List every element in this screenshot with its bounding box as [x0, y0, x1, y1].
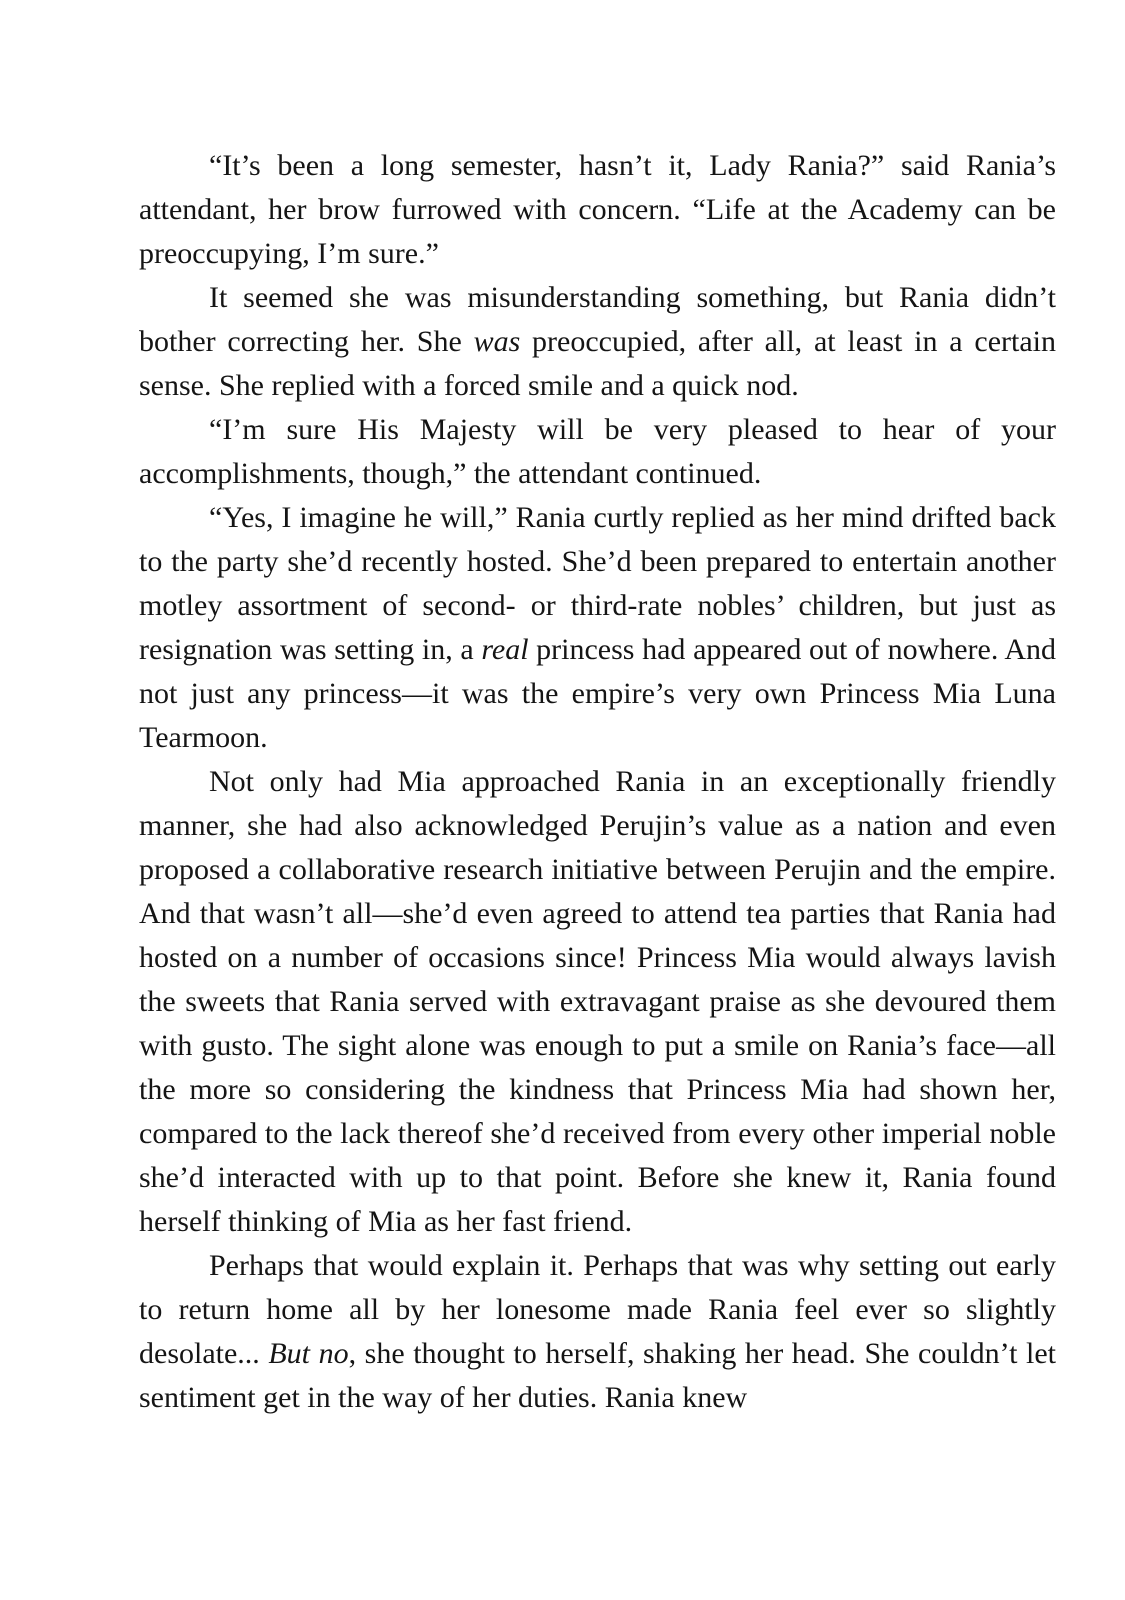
paragraph [139, 276, 1056, 408]
text-run: preoccupied, after all, at least in a certain sense. She replied with a forced smile and a quick nod. [139, 325, 1056, 402]
text-run: princess had appeared out of nowhere. And not just any princess—it was the empire’s very own Princess Mia Luna Tearmoon. [139, 633, 1057, 754]
paragraph [139, 408, 1056, 496]
text-run: “Yes, I imagine he will,” Rania curtly replied as her mind drifted back to the party she’d recently hosted. She’d been prepared to entertain another motley assortment of second- or third-rate nobles’ children, but just as resignation was setting in, a [139, 501, 1056, 666]
paragraph [139, 496, 1056, 760]
paragraph [139, 144, 1056, 276]
text-run: It seemed she was misunderstanding something, but Rania didn’t bother correcting her. She [139, 281, 1056, 358]
italic-text-run: But no [268, 1337, 349, 1370]
text-run: Perhaps that would explain it. Perhaps that was why setting out early to return home all by her lonesome made Rania feel ever so slightly desolate... [139, 1249, 1056, 1370]
text-run: “I’m sure His Majesty will be very pleased to hear of your accomplishments, though,” the attendant continued. [139, 413, 1056, 490]
page-text [139, 144, 1056, 1420]
italic-text-run: real [481, 633, 529, 666]
italic-text-run: was [473, 325, 521, 358]
text-run: “It’s been a long semester, hasn’t it, Lady Rania?” said Rania’s attendant, her brow furrowed with concern. “Life at the Academy can be preoccupying, I’m sure.” [139, 149, 1056, 270]
paragraph [139, 1244, 1056, 1420]
text-run: Not only had Mia approached Rania in an exceptionally friendly manner, she had also acknowledged Perujin’s value as a nation and even proposed a collaborative research initiative between Perujin and the empire. And that wasn’t all—she’d even agreed to attend tea parties that Rania had hosted on a number of occasions since! Princess Mia would always lavish the sweets that Rania served with extravagant praise as she devoured them with gusto. The sight alone was enough to put a smile on Rania’s face—all the more so considering the kindness that Princess Mia had shown her, compared to the lack thereof she’d received from every other imperial noble she’d interacted with up to that point. Before she knew it, Rania found herself thinking of Mia as her fast friend. [139, 765, 1056, 1238]
paragraph [139, 760, 1056, 1244]
text-run: , she thought to herself, shaking her head. She couldn’t let sentiment get in the way of her duties. Rania knew [139, 1337, 1057, 1414]
